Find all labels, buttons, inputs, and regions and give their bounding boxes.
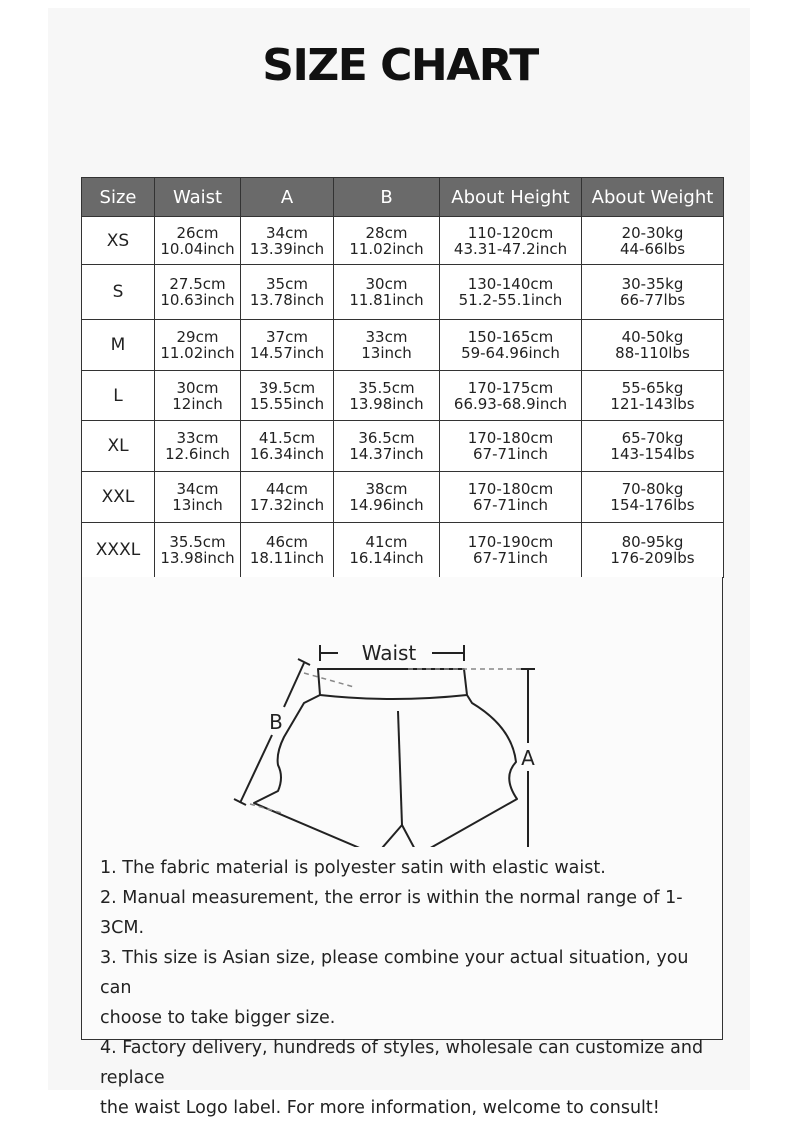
height-value-primary: 130-140cm: [467, 275, 554, 293]
height-cell: [440, 472, 582, 523]
center-seam: [398, 711, 402, 825]
weight-value-primary: 55-65kg: [621, 378, 684, 397]
b-cell: [334, 320, 440, 371]
size-cell: L: [82, 371, 155, 421]
header-b: B: [334, 178, 440, 217]
a-cell: [241, 265, 334, 320]
a-value-secondary: 13.78inch: [249, 291, 325, 309]
weight-cell: [582, 421, 724, 472]
weight-cell: [582, 217, 724, 265]
a-value-primary: 41.5cm: [258, 429, 316, 447]
waist-cell: [155, 421, 241, 472]
height-cell: [440, 265, 582, 320]
note-line: choose to take bigger size.: [100, 1008, 336, 1028]
b-cell: [334, 265, 440, 320]
a-value-secondary: 13.39inch: [249, 239, 325, 258]
table-row: [82, 523, 724, 578]
height-value-secondary: 67-71inch: [472, 496, 548, 514]
weight-value-primary: 30-35kg: [621, 275, 684, 293]
waist-value-secondary: 12inch: [172, 394, 223, 413]
height-cell: [440, 217, 582, 265]
b-value-primary: 41cm: [365, 533, 408, 551]
weight-cell: [582, 523, 724, 578]
weight-value-primary: 65-70kg: [621, 429, 684, 447]
note-line: 1. The fabric material is polyester satin with elastic waist.: [100, 858, 606, 878]
a-value-secondary: 15.55inch: [249, 394, 325, 413]
b-value-primary: 36.5cm: [358, 429, 415, 447]
weight-value-secondary: 88-110lbs: [615, 344, 690, 362]
b-value-secondary: 13inch: [361, 344, 412, 362]
height-value-primary: 150-165cm: [467, 328, 554, 346]
b-value-secondary: 11.81inch: [349, 291, 424, 309]
a-value-primary: 37cm: [266, 328, 308, 346]
notes-list: [100, 853, 720, 1123]
b-cell: [334, 472, 440, 523]
weight-value-secondary: 176-209lbs: [610, 549, 695, 567]
height-value-primary: 170-180cm: [467, 480, 554, 498]
weight-cell: [582, 320, 724, 371]
waist-cell: [155, 217, 241, 265]
b-cell: [334, 523, 440, 578]
weight-value-secondary: 66-77lbs: [619, 291, 686, 309]
b-value-primary: 35.5cm: [358, 378, 415, 397]
b-value-secondary: 16.14inch: [349, 549, 424, 567]
header-weight: About Weight: [582, 178, 724, 217]
height-value-primary: 110-120cm: [467, 223, 554, 242]
a-label: A: [521, 746, 535, 770]
waistband-outline: [318, 669, 467, 699]
size-table: [81, 177, 724, 578]
waist-cell: [155, 265, 241, 320]
waist-value-primary: 30cm: [176, 378, 219, 397]
waist-cell: [155, 523, 241, 578]
shorts-diagram: [232, 607, 572, 847]
shorts-body-outline: [254, 695, 517, 847]
table-row: [82, 472, 724, 523]
b-value-primary: 28cm: [365, 223, 408, 242]
a-cell: [241, 371, 334, 421]
waist-label: Waist: [361, 641, 417, 665]
note-line: 3. This size is Asian size, please combine your actual situation, you can: [100, 948, 689, 998]
note-line: 4. Factory delivery, hundreds of styles, wholesale can customize and replace: [100, 1038, 704, 1088]
b-cell: [334, 217, 440, 265]
header-size: Size: [82, 178, 155, 217]
size-cell: XL: [82, 421, 155, 472]
height-cell: [440, 421, 582, 472]
a-value-primary: 34cm: [266, 223, 308, 242]
a-value-secondary: 18.11inch: [249, 549, 325, 567]
a-cell: [241, 472, 334, 523]
b-label: B: [269, 710, 283, 734]
table-row: [82, 320, 724, 371]
waist-value-secondary: 10.63inch: [160, 291, 235, 309]
size-cell: M: [82, 320, 155, 371]
a-cell: [241, 523, 334, 578]
b-cell: [334, 371, 440, 421]
waist-cell: [155, 472, 241, 523]
b-cell: [334, 421, 440, 472]
waist-value-primary: 29cm: [176, 328, 219, 346]
b-value-primary: 33cm: [365, 328, 408, 346]
b-value-primary: 38cm: [365, 480, 408, 498]
header-waist: Waist: [155, 178, 241, 217]
weight-value-secondary: 154-176lbs: [610, 496, 695, 514]
weight-value-secondary: 121-143lbs: [610, 394, 695, 413]
a-value-secondary: 17.32inch: [249, 496, 325, 514]
b-value-secondary: 14.96inch: [349, 496, 424, 514]
size-cell: S: [82, 265, 155, 320]
waist-value-secondary: 12.6inch: [165, 445, 230, 463]
weight-value-primary: 20-30kg: [621, 223, 684, 242]
waist-value-primary: 33cm: [176, 429, 219, 447]
page-title: SIZE CHART: [262, 40, 538, 91]
b-value-secondary: 14.37inch: [349, 445, 424, 463]
height-value-secondary: 67-71inch: [472, 445, 548, 463]
note-line: 2. Manual measurement, the error is within the normal range of 1-3CM.: [100, 888, 683, 938]
height-cell: [440, 320, 582, 371]
b-value-primary: 30cm: [365, 275, 408, 293]
weight-cell: [582, 371, 724, 421]
height-value-primary: 170-180cm: [467, 429, 554, 447]
a-cell: [241, 320, 334, 371]
a-cell: [241, 217, 334, 265]
waist-value-secondary: 11.02inch: [160, 344, 235, 362]
size-cell: XXXL: [82, 523, 155, 578]
table-row: [82, 371, 724, 421]
header-height: About Height: [440, 178, 582, 217]
table-header-row: [82, 178, 724, 217]
weight-cell: [582, 472, 724, 523]
waist-value-primary: 34cm: [176, 480, 219, 498]
a-value-primary: 35cm: [266, 275, 308, 293]
height-value-secondary: 66.93-68.9inch: [453, 394, 568, 413]
header-a: A: [241, 178, 334, 217]
table-row: [82, 265, 724, 320]
waist-value-secondary: 13.98inch: [160, 549, 235, 567]
weight-value-primary: 40-50kg: [621, 328, 684, 346]
a-value-secondary: 14.57inch: [249, 344, 325, 362]
weight-value-primary: 80-95kg: [621, 533, 684, 551]
height-value-secondary: 59-64.96inch: [461, 344, 560, 362]
size-cell: XS: [82, 217, 155, 265]
b-value-secondary: 13.98inch: [349, 394, 424, 413]
a-value-primary: 44cm: [266, 480, 308, 498]
waist-value-secondary: 10.04inch: [160, 239, 235, 258]
waist-value-primary: 27.5cm: [169, 275, 226, 293]
waist-value-primary: 26cm: [176, 223, 219, 242]
size-cell: XXL: [82, 472, 155, 523]
waist-value-primary: 35.5cm: [169, 533, 226, 551]
height-value-primary: 170-175cm: [467, 378, 554, 397]
weight-value-secondary: 143-154lbs: [610, 445, 695, 463]
note-line: the waist Logo label. For more information, welcome to consult!: [100, 1098, 660, 1118]
height-cell: [440, 371, 582, 421]
height-value-primary: 170-190cm: [467, 533, 554, 551]
a-value-primary: 39.5cm: [258, 378, 316, 397]
table-row: [82, 217, 724, 265]
weight-value-secondary: 44-66lbs: [619, 239, 686, 258]
a-value-secondary: 16.34inch: [249, 445, 325, 463]
height-value-secondary: 67-71inch: [472, 549, 548, 567]
diagram-panel: [81, 577, 723, 1118]
waist-cell: [155, 371, 241, 421]
waist-value-secondary: 13inch: [172, 496, 223, 514]
weight-value-primary: 70-80kg: [621, 480, 684, 498]
a-value-primary: 46cm: [266, 533, 308, 551]
height-value-secondary: 43.31-47.2inch: [453, 239, 568, 258]
b-value-secondary: 11.02inch: [349, 239, 424, 258]
a-cell: [241, 421, 334, 472]
weight-cell: [582, 265, 724, 320]
height-cell: [440, 523, 582, 578]
height-value-secondary: 51.2-55.1inch: [458, 291, 563, 309]
table-row: [82, 421, 724, 472]
waist-cell: [155, 320, 241, 371]
